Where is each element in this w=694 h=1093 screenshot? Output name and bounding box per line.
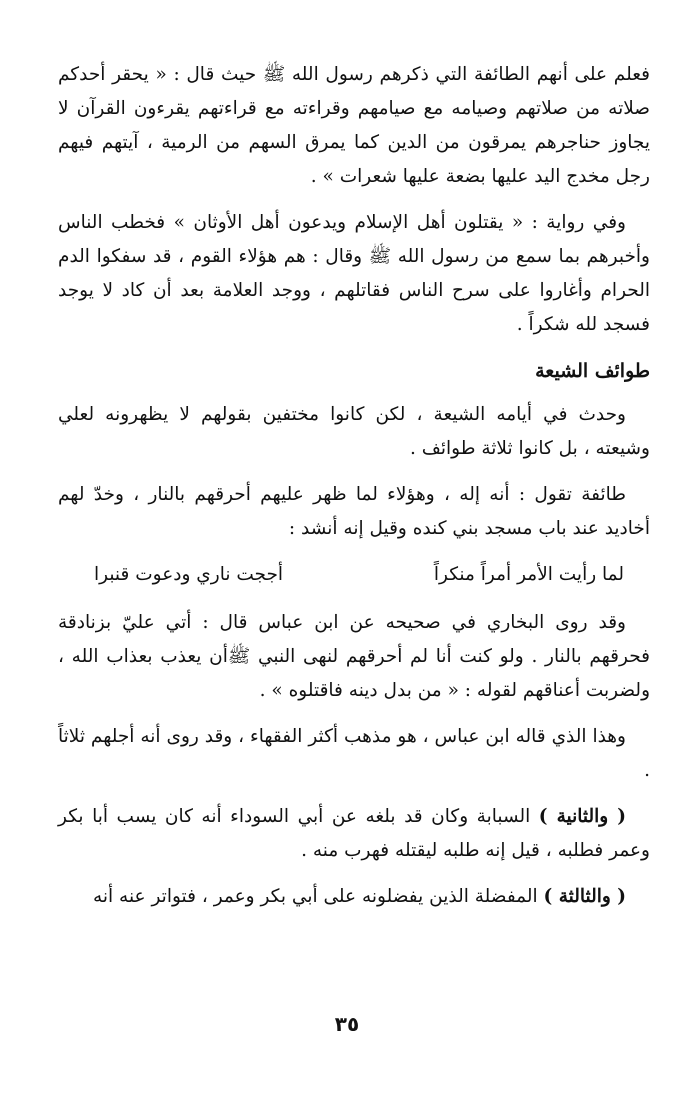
paragraph-1: فعلم على أنهم الطائفة التي ذكرهم رسول الله ﷺ حيث قال : « يحقر أحدكم صلاته من صلاتهم وصيامه مع صيامهم وقراءته مع قراءتهم يقرءون القرآن لا يجاوز حناجرهم يمرقون من الدين كما يمرق السهم من الرمية ، آيتهم فيهم رجل مخدج اليد عليها بضعة عليها شعرات » . [58, 64, 650, 187]
verse-first-hemistich: لما رأيت الأمر أمراً منكراً [433, 564, 624, 585]
second-group-label: ( والثانية ) [538, 806, 626, 827]
paragraph-4: طائفة تقول : أنه إله ، وهؤلاء لما ظهر عليهم أحرقهم بالنار ، وخدّ لهم أخاديد عند باب مسجد بني كنده وقيل إنه أنشد : [58, 484, 650, 539]
paragraph-2: وفي رواية : « يقتلون أهل الإسلام ويدعون أهل الأوثان » فخطب الناس وأخبرهم بما سمع من رسول الله ﷺ وقال : هم هؤلاء القوم ، قد سفكوا الدم الحرام وأغاروا على سرح الناس فقاتلهم ، ووجد العلامة بعد أن كاد لا يوجد فسجد لله شكراً . [58, 212, 650, 335]
section-heading: طوائف الشيعة [535, 360, 650, 382]
verse-second-hemistich: أججت ناري ودعوت قنبرا [94, 564, 284, 585]
paragraph-3: وحدث في أيامه الشيعة ، لكن كانوا مختفين بقولهم لا يظهرونه لعلي وشيعته ، بل كانوا ثلاثة طوائف . [58, 404, 650, 459]
paragraph-7 [58, 800, 650, 868]
paragraph-6: وهذا الذي قاله ابن عباس ، هو مذهب أكثر الفقهاء ، وقد روى أنه أجلهم ثلاثاً . [58, 726, 650, 781]
paragraph-7-text: السبابة وكان قد بلغه عن أبي السوداء أنه كان يسب أبا بكر وعمر فطلبه ، قيل إنه طلبه ليقتله فهرب منه . [58, 806, 650, 861]
page-body [58, 58, 650, 926]
page-number: ٣٥ [334, 1012, 360, 1036]
paragraph-8 [58, 880, 650, 914]
paragraph-8-text: المفضلة الذين يفضلونه على أبي بكر وعمر ، فتواتر عنه أنه [92, 886, 544, 907]
poem-verse [58, 558, 650, 592]
paragraph-5: وقد روى البخاري في صحيحه عن ابن عباس قال : أتي عليّ بزنادقة فحرقهم بالنار . ولو كنت أنا لم أحرقهم لنهى النبي ﷺأن يعذب بعذاب الله ، ولضربت أعناقهم لقوله : « من بدل دينه فاقتلوه » . [58, 612, 650, 701]
third-group-label: ( والثالثة ) [543, 886, 626, 907]
